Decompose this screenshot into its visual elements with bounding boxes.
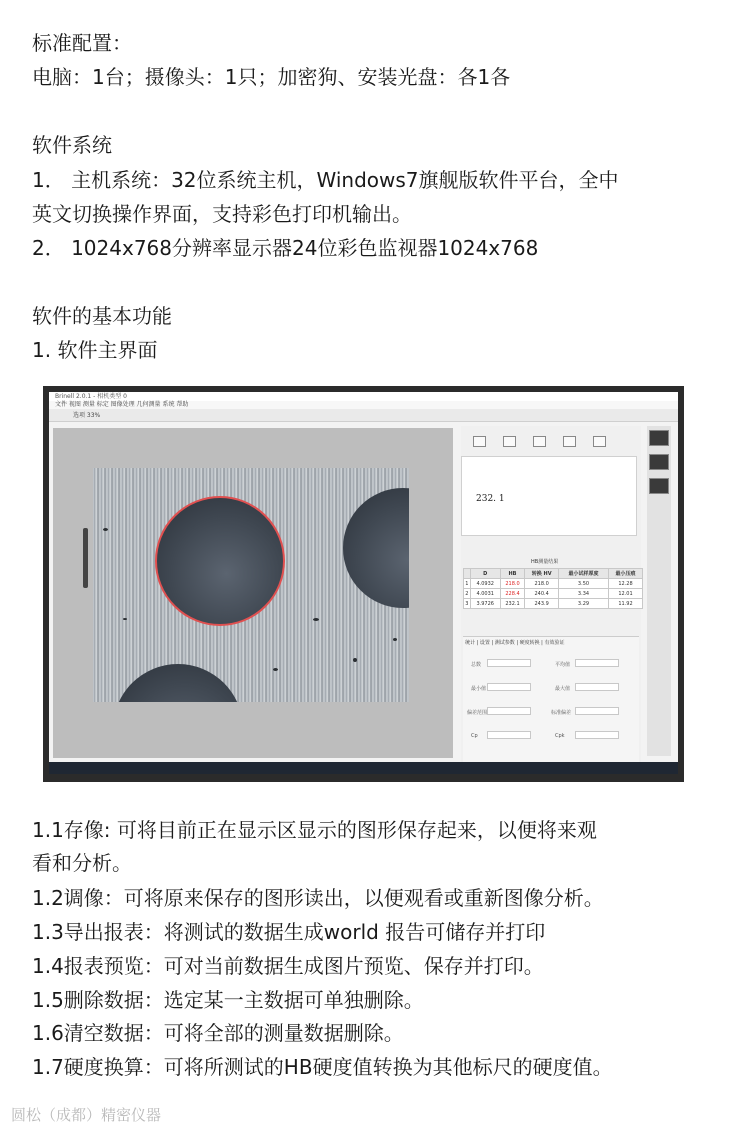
stat-field: [575, 731, 619, 739]
stat-field: [487, 659, 531, 667]
stat-field: [487, 683, 531, 691]
stat-field: [487, 731, 531, 739]
text-line-14: 1.5删除数据：选定某一主数据可单独删除。: [32, 988, 424, 1012]
text-line-13: 1.4报表预览：可对当前数据生成图片预览、保存并打印。: [32, 954, 544, 978]
text-line-3: 软件系统: [32, 133, 112, 157]
specimen-image: [93, 468, 409, 702]
results-table: [463, 568, 643, 609]
stat-label: 偏差范围: [467, 710, 488, 716]
col-header: 最小压痕: [609, 569, 643, 579]
text-line-8: 1. 软件主界面: [32, 338, 158, 362]
side-toolbar: [647, 426, 671, 756]
text-line-7: 软件的基本功能: [32, 304, 172, 328]
software-screenshot-photo: [43, 386, 684, 782]
col-header: D: [470, 569, 500, 579]
stat-label: 最大值: [555, 686, 571, 692]
stat-field: [575, 659, 619, 667]
image-view: [53, 428, 453, 758]
window-title: Brinell 2.0.1 - 相机类型 0: [49, 392, 678, 401]
text-line-2: 电脑：1台；摄像头：1只；加密狗、安装光盘：各1各: [32, 65, 511, 89]
stat-field: [575, 683, 619, 691]
indentation-main: [155, 496, 285, 626]
col-header: [464, 569, 471, 579]
text-line-1: 标准配置：: [32, 31, 132, 55]
text-line-4: 1． 主机系统：32位系统主机，Windows7旗舰版软件平台，全中: [32, 168, 619, 192]
text-line-11: 1.2调像：可将原来保存的图形读出，以便观看或重新图像分析。: [32, 886, 604, 910]
stat-label: Cpk: [555, 733, 565, 739]
indentation-bottom: [113, 664, 243, 702]
gallery-thumb-icon[interactable]: [649, 478, 669, 494]
app-window: [49, 392, 678, 774]
stat-label: Cp: [471, 733, 478, 739]
save-icon[interactable]: [593, 436, 606, 447]
camera-icon[interactable]: [473, 436, 486, 447]
table-row[interactable]: 1 4.0932 218.0 218.0 3.50 12.28: [464, 579, 643, 589]
clear-icon[interactable]: [533, 436, 546, 447]
col-header: HB: [500, 569, 525, 579]
menu-bar: 文件 视图 测量 标定 图像处理 几何测量 系统 帮助: [49, 401, 678, 409]
stat-label: 总数: [471, 662, 482, 668]
stat-field: [487, 707, 531, 715]
text-line-16: 1.7硬度换算：可将所测试的HB硬度值转换为其他标尺的硬度值。: [32, 1055, 613, 1079]
stat-label: 最小值: [471, 686, 487, 692]
col-header: 最小试样厚度: [558, 569, 608, 579]
statistics-panel: [463, 636, 639, 764]
measurement-panel: [461, 426, 641, 766]
stat-label: 标准偏差: [551, 710, 572, 716]
panel-buttons: [473, 436, 623, 449]
table-title: HB测量结果: [531, 559, 559, 565]
camera-cable: [83, 528, 88, 588]
measure-icon[interactable]: [503, 436, 516, 447]
stat-label: 平均值: [555, 662, 571, 668]
text-line-10: 看和分析。: [32, 851, 132, 875]
text-line-5: 英文切换操作界面，支持彩色打印机输出。: [32, 202, 412, 226]
stat-field: [575, 707, 619, 715]
stats-tabs[interactable]: 统计 | 设置 | 测试参数 | 硬度转换 | 有效验证: [465, 640, 565, 646]
text-line-6: 2． 1024x768分辨率显示器24位彩色监视器1024x768: [32, 236, 539, 260]
hb-readout-value: 232. 1: [476, 494, 505, 504]
text-line-12: 1.3导出报表：将测试的数据生成world 报告可储存并打印: [32, 920, 546, 944]
text-line-15: 1.6清空数据：可将全部的测量数据删除。: [32, 1021, 404, 1045]
camera-thumb-icon[interactable]: [649, 430, 669, 446]
image-thumb-icon[interactable]: [649, 454, 669, 470]
windows-taskbar: [49, 762, 678, 774]
table-row[interactable]: 3 3.9726 232.1 243.9 3.29 11.92: [464, 599, 643, 609]
indentation-right: [343, 488, 409, 608]
hb-readout: [461, 456, 637, 536]
col-header: 转换 HV: [525, 569, 559, 579]
toolbar: 选项 33%: [49, 409, 678, 422]
watermark: 圆松（成都）精密仪器: [11, 1106, 162, 1124]
table-row[interactable]: 2 4.0031 228.4 240.4 3.34 12.01: [464, 589, 643, 599]
refresh-icon[interactable]: [563, 436, 576, 447]
text-line-9: 1.1存像: 可将目前正在显示区显示的图形保存起来，以便将来观: [32, 818, 597, 842]
